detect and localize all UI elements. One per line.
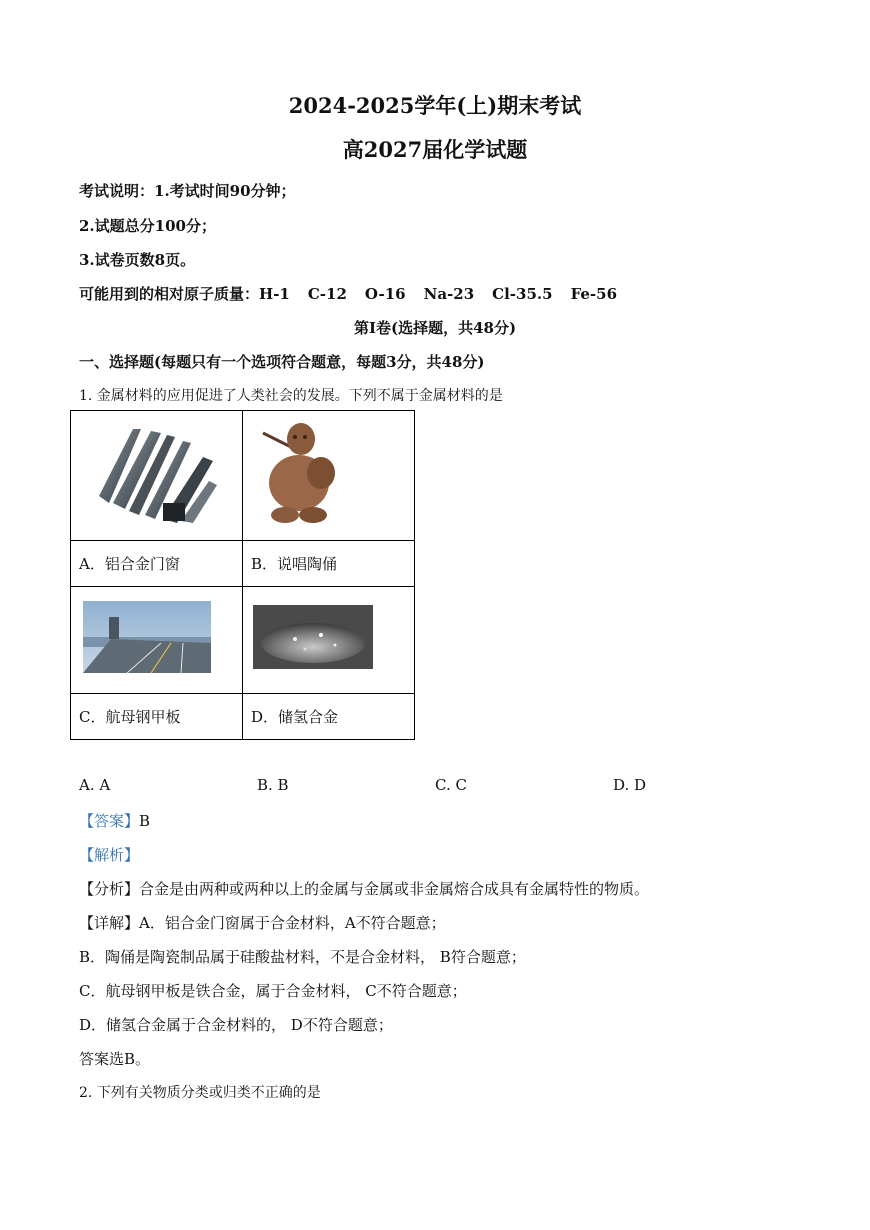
analysis-line-3: B．陶俑是陶瓷制品属于硅酸盐材料，不是合金材料， B符合题意； xyxy=(79,948,526,966)
choice-b: B. B xyxy=(257,776,289,794)
option-b-image xyxy=(243,411,415,541)
analysis-line-2: 【详解】A．铝合金门窗属于合金材料，A不符合题意； xyxy=(79,914,446,932)
option-d-image xyxy=(243,587,415,694)
choice-c: C. C xyxy=(435,776,467,794)
analysis-line-5: D．储氢合金属于合金材料的， D不符合题意； xyxy=(79,1016,393,1034)
option-a-label: A．铝合金门窗 xyxy=(71,541,243,587)
option-c-label: C．航母钢甲板 xyxy=(71,694,243,740)
volume-heading: 第I卷(选择题，共48分) xyxy=(353,319,517,337)
option-a-image xyxy=(71,411,243,541)
atomic-mass-fe: Fe-56 xyxy=(570,285,618,303)
analysis-tag: 【解析】 xyxy=(79,846,140,864)
ceramic-figurine-image xyxy=(243,411,394,536)
choice-a: A. A xyxy=(79,776,111,794)
atomic-mass-cl: Cl-35.5 xyxy=(492,285,553,303)
question-2-stem: 2. 下列有关物质分类或归类不正确的是 xyxy=(79,1085,321,1101)
analysis-line-1: 【分析】合金是由两种或两种以上的金属与金属或非金属熔合成具有金属特性的物质。 xyxy=(79,880,650,898)
atomic-mass-na: Na-23 xyxy=(423,285,475,303)
option-d-label: D．储氢合金 xyxy=(243,694,415,740)
question-1-options-table xyxy=(70,410,415,740)
answer-value: B xyxy=(139,812,151,830)
answer-line xyxy=(79,810,150,831)
atomic-mass-h: H-1 xyxy=(259,285,290,303)
analysis-line-6: 答案选B。 xyxy=(79,1050,151,1068)
aluminum-profile-image xyxy=(71,411,242,536)
atomic-mass-o: O-16 xyxy=(364,285,406,303)
atomic-mass-c: C-12 xyxy=(307,285,347,303)
choice-d: D. D xyxy=(613,776,647,794)
instruction-line-3: 3.试卷页数8页。 xyxy=(79,251,196,269)
option-b-label: B．说唱陶俑 xyxy=(243,541,415,587)
atomic-mass-label: 可能用到的相对原子质量： xyxy=(79,285,260,303)
instruction-line-1: 考试说明：1.考试时间90分钟； xyxy=(79,182,296,200)
exam-title: 2024-2025学年(上)期末考试 xyxy=(288,93,582,118)
answer-tag: 【答案】 xyxy=(79,812,140,830)
question-1-stem: 1. 金属材料的应用促进了人类社会的发展。下列不属于金属材料的是 xyxy=(79,388,503,404)
exam-subtitle: 高2027届化学试题 xyxy=(342,137,528,162)
carrier-deck-image xyxy=(71,587,242,689)
hydrogen-alloy-image xyxy=(243,587,394,689)
atomic-mass-line xyxy=(79,283,617,304)
option-c-image xyxy=(71,587,243,694)
instruction-line-2: 2.试题总分100分； xyxy=(79,217,216,235)
analysis-line-4: C．航母钢甲板是铁合金，属于合金材料， C不符合题意； xyxy=(79,982,467,1000)
section-heading: 一、选择题(每题只有一个选项符合题意，每题3分，共48分) xyxy=(79,353,485,371)
